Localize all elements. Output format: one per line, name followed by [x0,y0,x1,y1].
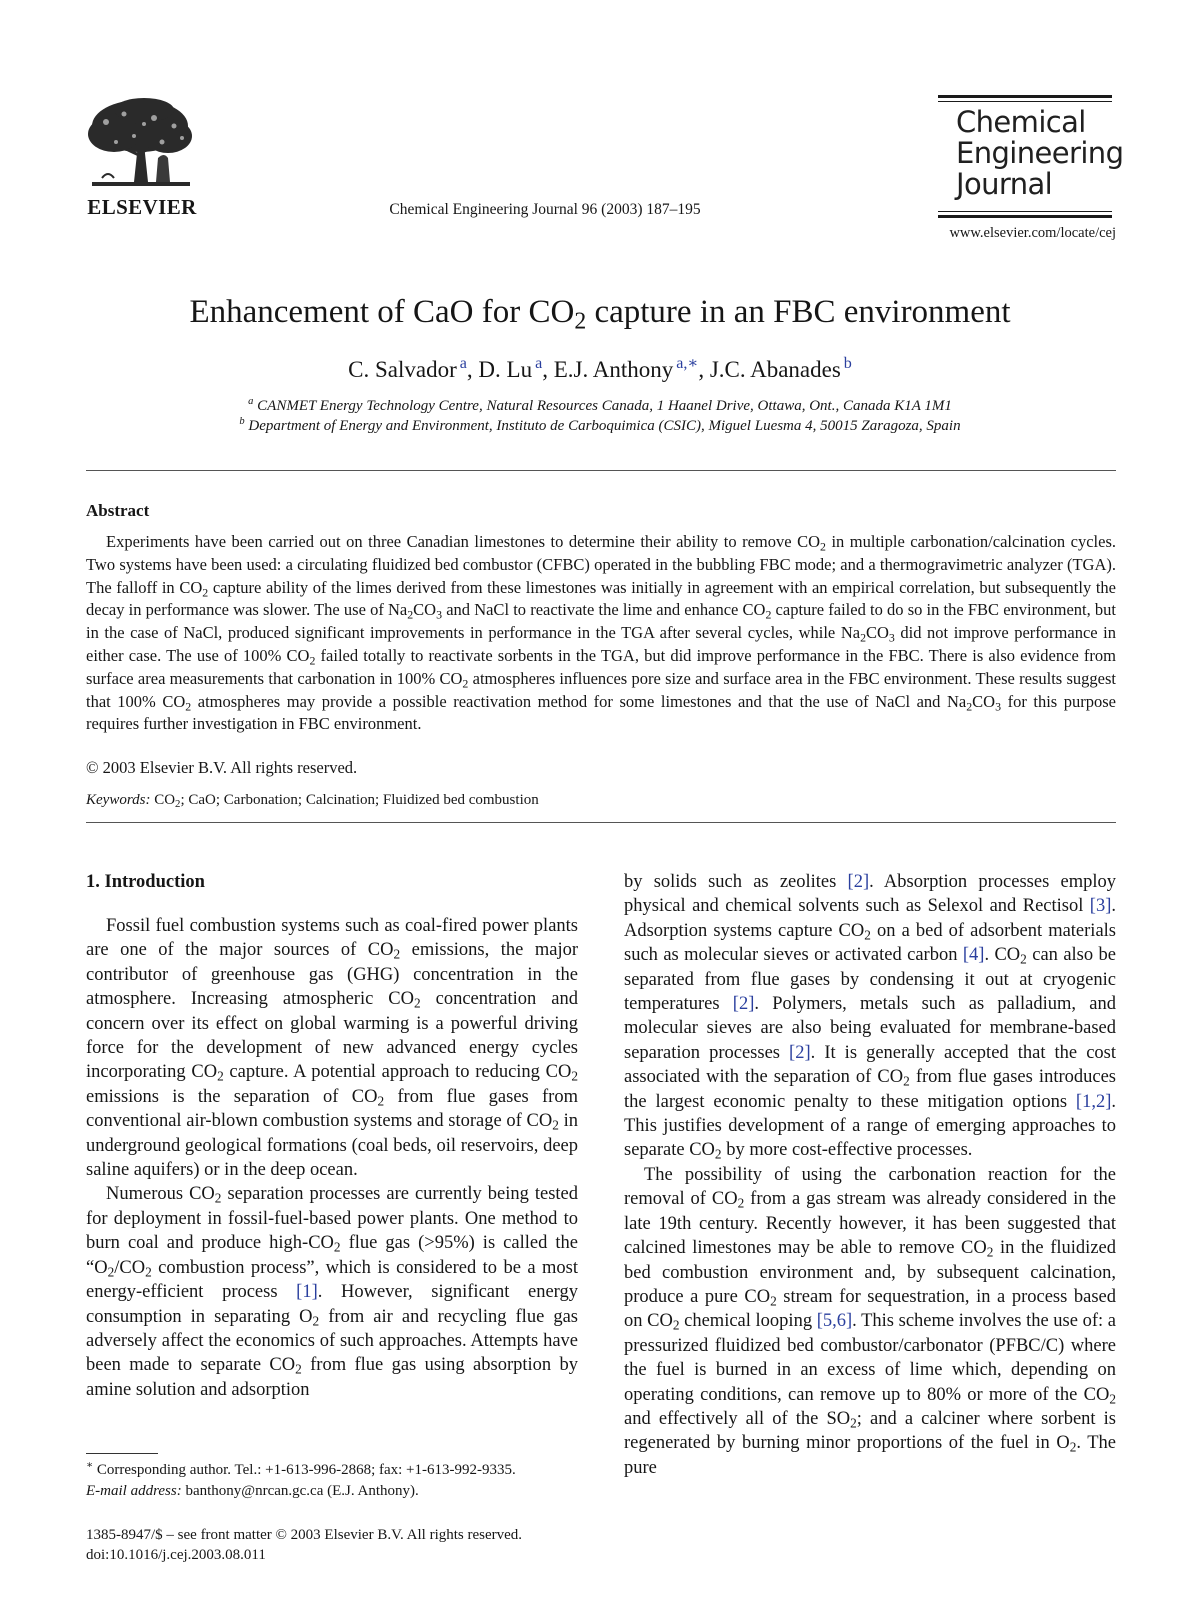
subscript: 2 [407,607,414,622]
affiliation-mark[interactable]: b [843,355,852,373]
text-run: Fossil fuel combustion systems such as coal-fired power plants are one of the major sources of CO [86,916,578,961]
section-heading: 1. Introduction [86,872,205,892]
text-run: CO [972,691,996,711]
divider [86,822,1116,823]
citation-link[interactable]: [1] [296,1282,318,1303]
journal-logo [938,95,1124,218]
text-run: from air and recycling flue gas adversely affect the economics of such approaches. Attempts have been made to separate CO [86,1306,578,1376]
subscript: 2 [333,1240,341,1255]
text-run: ; CaO; Carbonation; Calcination; Fluidized bed combustion [180,792,539,808]
subscript: 2 [770,1293,777,1309]
subscript: 2 [672,1318,680,1334]
text-run: . The pure [624,1433,1116,1478]
publisher-name: ELSEVIER [87,195,197,219]
paper-title: Enhancement of CaO for $CO_2$ capture in an FBC environment [189,294,1011,335]
subscript: 2 [765,607,772,622]
subscript: 2 [214,1191,222,1207]
text-run: . Polymers, metals such as palladium, and molecular sieves are also being evaluated for membrane-based separation processes [624,994,1116,1063]
text-run: in underground geological formations (coal beds, oil reservoirs, deep saline aquifers) or in the deep ocean. [86,1111,578,1181]
body-paragraph [624,870,1116,1163]
author-separator: , [542,357,554,382]
subscript: 3 [436,607,443,622]
subscript: 2 [309,653,316,668]
text-run: . Adsorption systems capture CO [624,896,1116,941]
text-run: and effectively all of the SO [624,1408,851,1429]
subscript: 2 [714,1147,722,1163]
affiliation-mark[interactable]: a,∗ [676,355,699,373]
text-run: CO [150,792,176,808]
text-run: capture ability of the limes derived from these limestones was initially in agreement with an empirical correlation, but subsequently the decay in performance was slower. The use of Na [86,577,1116,620]
text-run: . Absorption processes employ physical and chemical solvents such as Selexol and Rectisol [624,872,1116,917]
text-run: on a bed of adsorbent materials such as molecular sieves or activated carbon [624,920,1116,966]
citation-link[interactable]: [2] [789,1042,811,1063]
text-run: combustion process”, which is considered to be a most energy-efficient process [86,1257,578,1303]
affiliation-a: $^a$ CANMET Energy Technology Centre, Natural Resources Canada, 1 Haanel Drive, Ottawa, Ont., Canada K1A 1M1 [248,396,952,414]
subscript: 2 [1109,1391,1116,1407]
text-run: ; and a calciner where sorbent is regenerated by burning minor proportions of the fuel in O [624,1408,1117,1454]
subscript: 2 [217,1069,224,1085]
subscript: 2 [414,995,421,1011]
text-run: emissions, the major contributor of greenhouse gas (GHG) concentration in the atmosphere. Increasing atmospheric CO [86,940,578,1010]
text-run: atmospheres influences pore size and surface area in the FBC environment. These results suggest that 100% CO [86,668,1117,711]
text-run: flue gas (>95%) is called the “O [86,1233,578,1278]
abstract-copyright: © 2003 Elsevier B.V. All rights reserved. [86,758,358,777]
text-run: chemical looping [679,1311,817,1332]
affiliation-mark[interactable]: a [459,355,467,373]
subscript: 2 [1020,951,1027,967]
subscript: 3 [995,698,1002,713]
text-run: . This scheme involves the use of: a pressurized fluidized bed combustor/carbonator (PFBC/C) where the fuel is burned in an excess of lime which, depending on operating conditions, can remove up to 80% or more of the CO [624,1311,1117,1405]
doi-link[interactable]: doi:10.1016/j.cej.2003.08.011 [86,1547,266,1563]
text-run: from a gas stream was already considered in the late 19th century. Recently however, it has been suggested that calcined limestones may be able to remove CO [624,1189,1116,1259]
subscript: 2 [107,1264,115,1280]
subscript: 2 [202,584,209,599]
subscript: 2 [175,798,181,811]
body-paragraph [86,1182,578,1402]
author-name: J.C. Abanades [709,357,841,382]
author-name: D. Lu [478,357,533,382]
text-run: in multiple carbonation/calcination cycles. Two systems have been used: a circulating fluidized bed combustor (CFBC) operated in the bubbling FBC mode; and a thermogravimetric analyzer (TGA). The falloff in CO [86,532,1117,597]
text-run: from flue gas using absorption by amine solution and adsorption [86,1355,578,1400]
text-run: /CO [114,1257,146,1278]
text-run: atmospheres may provide a possible reactivation method for some limestones and that the use of NaCl and Na [191,691,967,711]
text-run: capture failed to do so in the FBC environment, but in the case of NaCl, produced significant improvements in performance in the TGA after several cycles, while Na [86,600,1116,643]
author-list [60,355,1140,385]
subscript: 2 [820,539,826,554]
subscript: 2 [986,1244,994,1260]
front-matter [86,1525,606,1565]
journal-logo-line: Journal [956,167,1053,201]
email-address[interactable]: banthony@nrcan.gc.ca (E.J. Anthony). [181,1483,419,1499]
email-label: E-mail address: [86,1483,182,1499]
keywords-list [150,792,539,811]
text-run: and NaCl to reactivate the lime and enhance CO [442,600,766,620]
subscript: 2 [393,947,401,963]
text-run: CO [413,600,437,620]
subscript: 2 [312,1313,320,1329]
abstract-text [86,531,1116,736]
author-name: E.J. Anthony [553,357,674,382]
text-run: did not improve performance in either case. The use of 100% CO [86,623,1116,665]
subscript: 2 [571,1069,578,1085]
text-run: The possibility of using the carbonation reaction for the removal of CO [624,1164,1116,1210]
keywords-label: Keywords: [86,792,151,808]
subscript: 2 [864,927,871,943]
text-run: stream for sequestration, in a process based on CO [624,1286,1116,1332]
subscript: 2 [377,1093,385,1109]
citation-link[interactable]: [5,6] [816,1311,853,1332]
subscript: 2 [145,1264,152,1280]
text-run: . CO [984,945,1021,966]
text-run: capture. A potential approach to reducing CO [223,1062,572,1083]
text-run: . It is generally accepted that the cost associated with the separation of CO [624,1042,1116,1088]
subscript: 2 [860,630,866,645]
elsevier-tree-logo [84,96,198,192]
text-run: Numerous CO [106,1184,215,1205]
text-run: emissions is the separation of CO [86,1086,378,1107]
citation-link[interactable]: [1,2] [1075,1091,1112,1112]
journal-citation: Chemical Engineering Journal 96 (2003) 187–195 [389,201,701,218]
author-separator: , [698,357,710,382]
citation-link[interactable]: [2] [732,994,755,1015]
affiliation-b: $^b$ Department of Energy and Environment, Instituto de Carboquimica (CSIC), Miguel Luesma 4, 50015 Zaragoza, Spain [239,416,961,434]
citation-link[interactable]: [4] [962,945,985,966]
text-run: failed totally to reactivate sorbents in the TGA, but did improve performance in the FBC. There is also evidence from surface area measurements that carbonation in 100% CO [86,645,1116,688]
citation-link[interactable]: [2] [847,872,870,892]
text-run: in the fluidized bed combustion environment and, by subsequent calcination, produce a pure CO [624,1238,1116,1307]
journal-url-link[interactable]: www.elsevier.com/locate/cej [949,225,1116,241]
abstract-heading: Abstract [86,501,150,520]
text-run: concentration and concern over its effect on global warming is a powerful driving force for the development of new advanced energy cycles incorporating CO [86,989,578,1083]
author-name: C. Salvador [348,357,457,382]
subscript: 3 [888,630,895,645]
subscript: 2 [903,1073,910,1089]
text-run: . This justifies development of a range of emerging approaches to separate CO [624,1091,1116,1161]
subscript: 2 [1069,1440,1077,1456]
text-run: CO [866,623,889,643]
journal-logo-line: Chemical [956,105,1086,139]
footnote-divider [86,1453,158,1454]
text-run: by more cost-effective processes. [721,1140,973,1161]
subscript: 2 [850,1415,857,1431]
text-run: by solids such as zeolites [624,872,848,892]
subscript: 2 [185,698,192,713]
text-run: for this purpose requires further investigation in FBC environment. [86,691,1116,734]
left-column [86,914,578,1402]
citation-link[interactable]: [3] [1089,896,1112,917]
text-run: . However, significant energy consumption in separating O [86,1282,579,1327]
subscript: 2 [737,1196,745,1211]
body-paragraph [624,1163,1116,1480]
corresponding-author-footnote: ∗ Corresponding author. Tel.: +1-613-996-2868; fax: +1-613-992-9335. E-mail address: banthony@nrcan.gc.ca (E.J. Anthony). [86,1460,516,1499]
subscript: 2 [462,676,469,691]
divider [86,470,1116,471]
body-paragraph [86,914,578,1182]
subscript: 2 [966,698,973,713]
right-column [624,870,1116,1480]
issn-line: 1385-8947/$ – see front matter © 2003 Elsevier B.V. All rights reserved. [86,1527,523,1543]
subscript: 2 [295,1362,302,1378]
affiliation-mark[interactable]: a [535,355,543,373]
text-run: from flue gases from conventional air-blown combustion systems and storage of CO [86,1086,578,1132]
text-run: Experiments have been carried out on three Canadian limestones to determine their ability to remove CO [106,532,820,551]
subscript: 2 [552,1117,559,1133]
keywords [86,790,539,810]
text-run: can also be separated from flue gases by condensing it out at cryogenic temperatures [624,945,1116,1015]
text-run: separation processes are currently being tested for deployment in fossil-fuel-based power plants. One method to burn coal and produce high-CO [86,1184,578,1254]
author-separator: , [466,357,479,382]
text-run: from flue gases introduces the largest economic penalty to these mitigation options [624,1067,1116,1112]
journal-logo-line: Engineering [956,136,1124,170]
